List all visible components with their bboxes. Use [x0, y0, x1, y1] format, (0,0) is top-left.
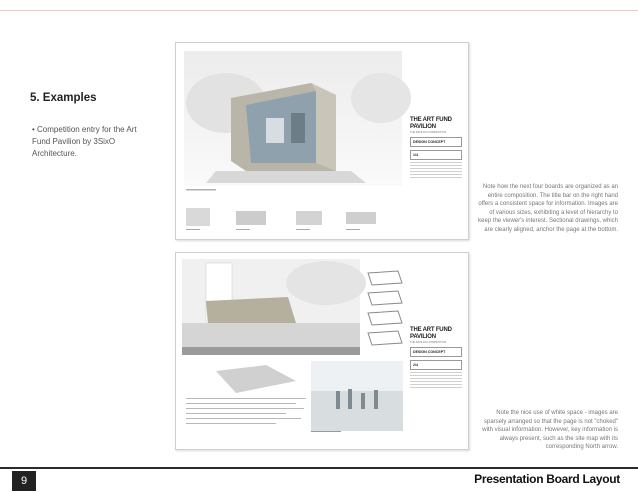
board-2-label: DESIGN CONCEPT [413, 350, 446, 354]
footer-title: Presentation Board Layout [474, 472, 620, 486]
board-1-title: THE ART FUND PAVILION [410, 117, 452, 130]
board-2-sheet: 2/4 [413, 363, 418, 367]
bullet-text: • Competition entry for the Art Fund Pavilion by 3SixO Architecture. [32, 125, 137, 158]
board-2-info-lines [410, 372, 462, 388]
board-1-sheet: 1/4 [413, 153, 418, 157]
board-1-label-box [410, 137, 462, 147]
top-accent-line [0, 10, 638, 11]
presentation-board-2 [175, 252, 469, 450]
board-2-sheet-box [410, 360, 462, 370]
note-board-composition: Note how the next four boards are organized as an entire composition. The title bar on the right hand offers a consistent space for information. Images are of various sizes, exhibiting a level of hierarchy to keep the viewer's interest. Sectional drawings, which are clearly aligned, anchor the page at the bottom. [478, 184, 618, 233]
board-2-title: THE ART FUND PAVILION [410, 327, 452, 340]
board-1-sheet-box [410, 150, 462, 160]
board-2-title-block [410, 327, 462, 390]
presentation-board-1 [175, 42, 469, 240]
board-1-subtitle: THE PAVILION COMPETITION [410, 131, 447, 134]
note-white-space: Note the nice use of white space - images are sparsely arranged so that the page is not "choked" with visual information. However, key information is always present, such as the site map with its corresponding North arrow. [482, 410, 618, 450]
board-2-subtitle: THE PAVILION COMPETITION [410, 341, 447, 344]
footer-bar [0, 467, 638, 469]
board-2-label-box [410, 347, 462, 357]
board-1-label: DESIGN CONCEPT [413, 140, 446, 144]
board-1-title-block [410, 117, 462, 180]
board-1-info-lines [410, 162, 462, 178]
page-number: 9 [12, 471, 36, 491]
slide-heading: 5. Examples [30, 92, 97, 104]
